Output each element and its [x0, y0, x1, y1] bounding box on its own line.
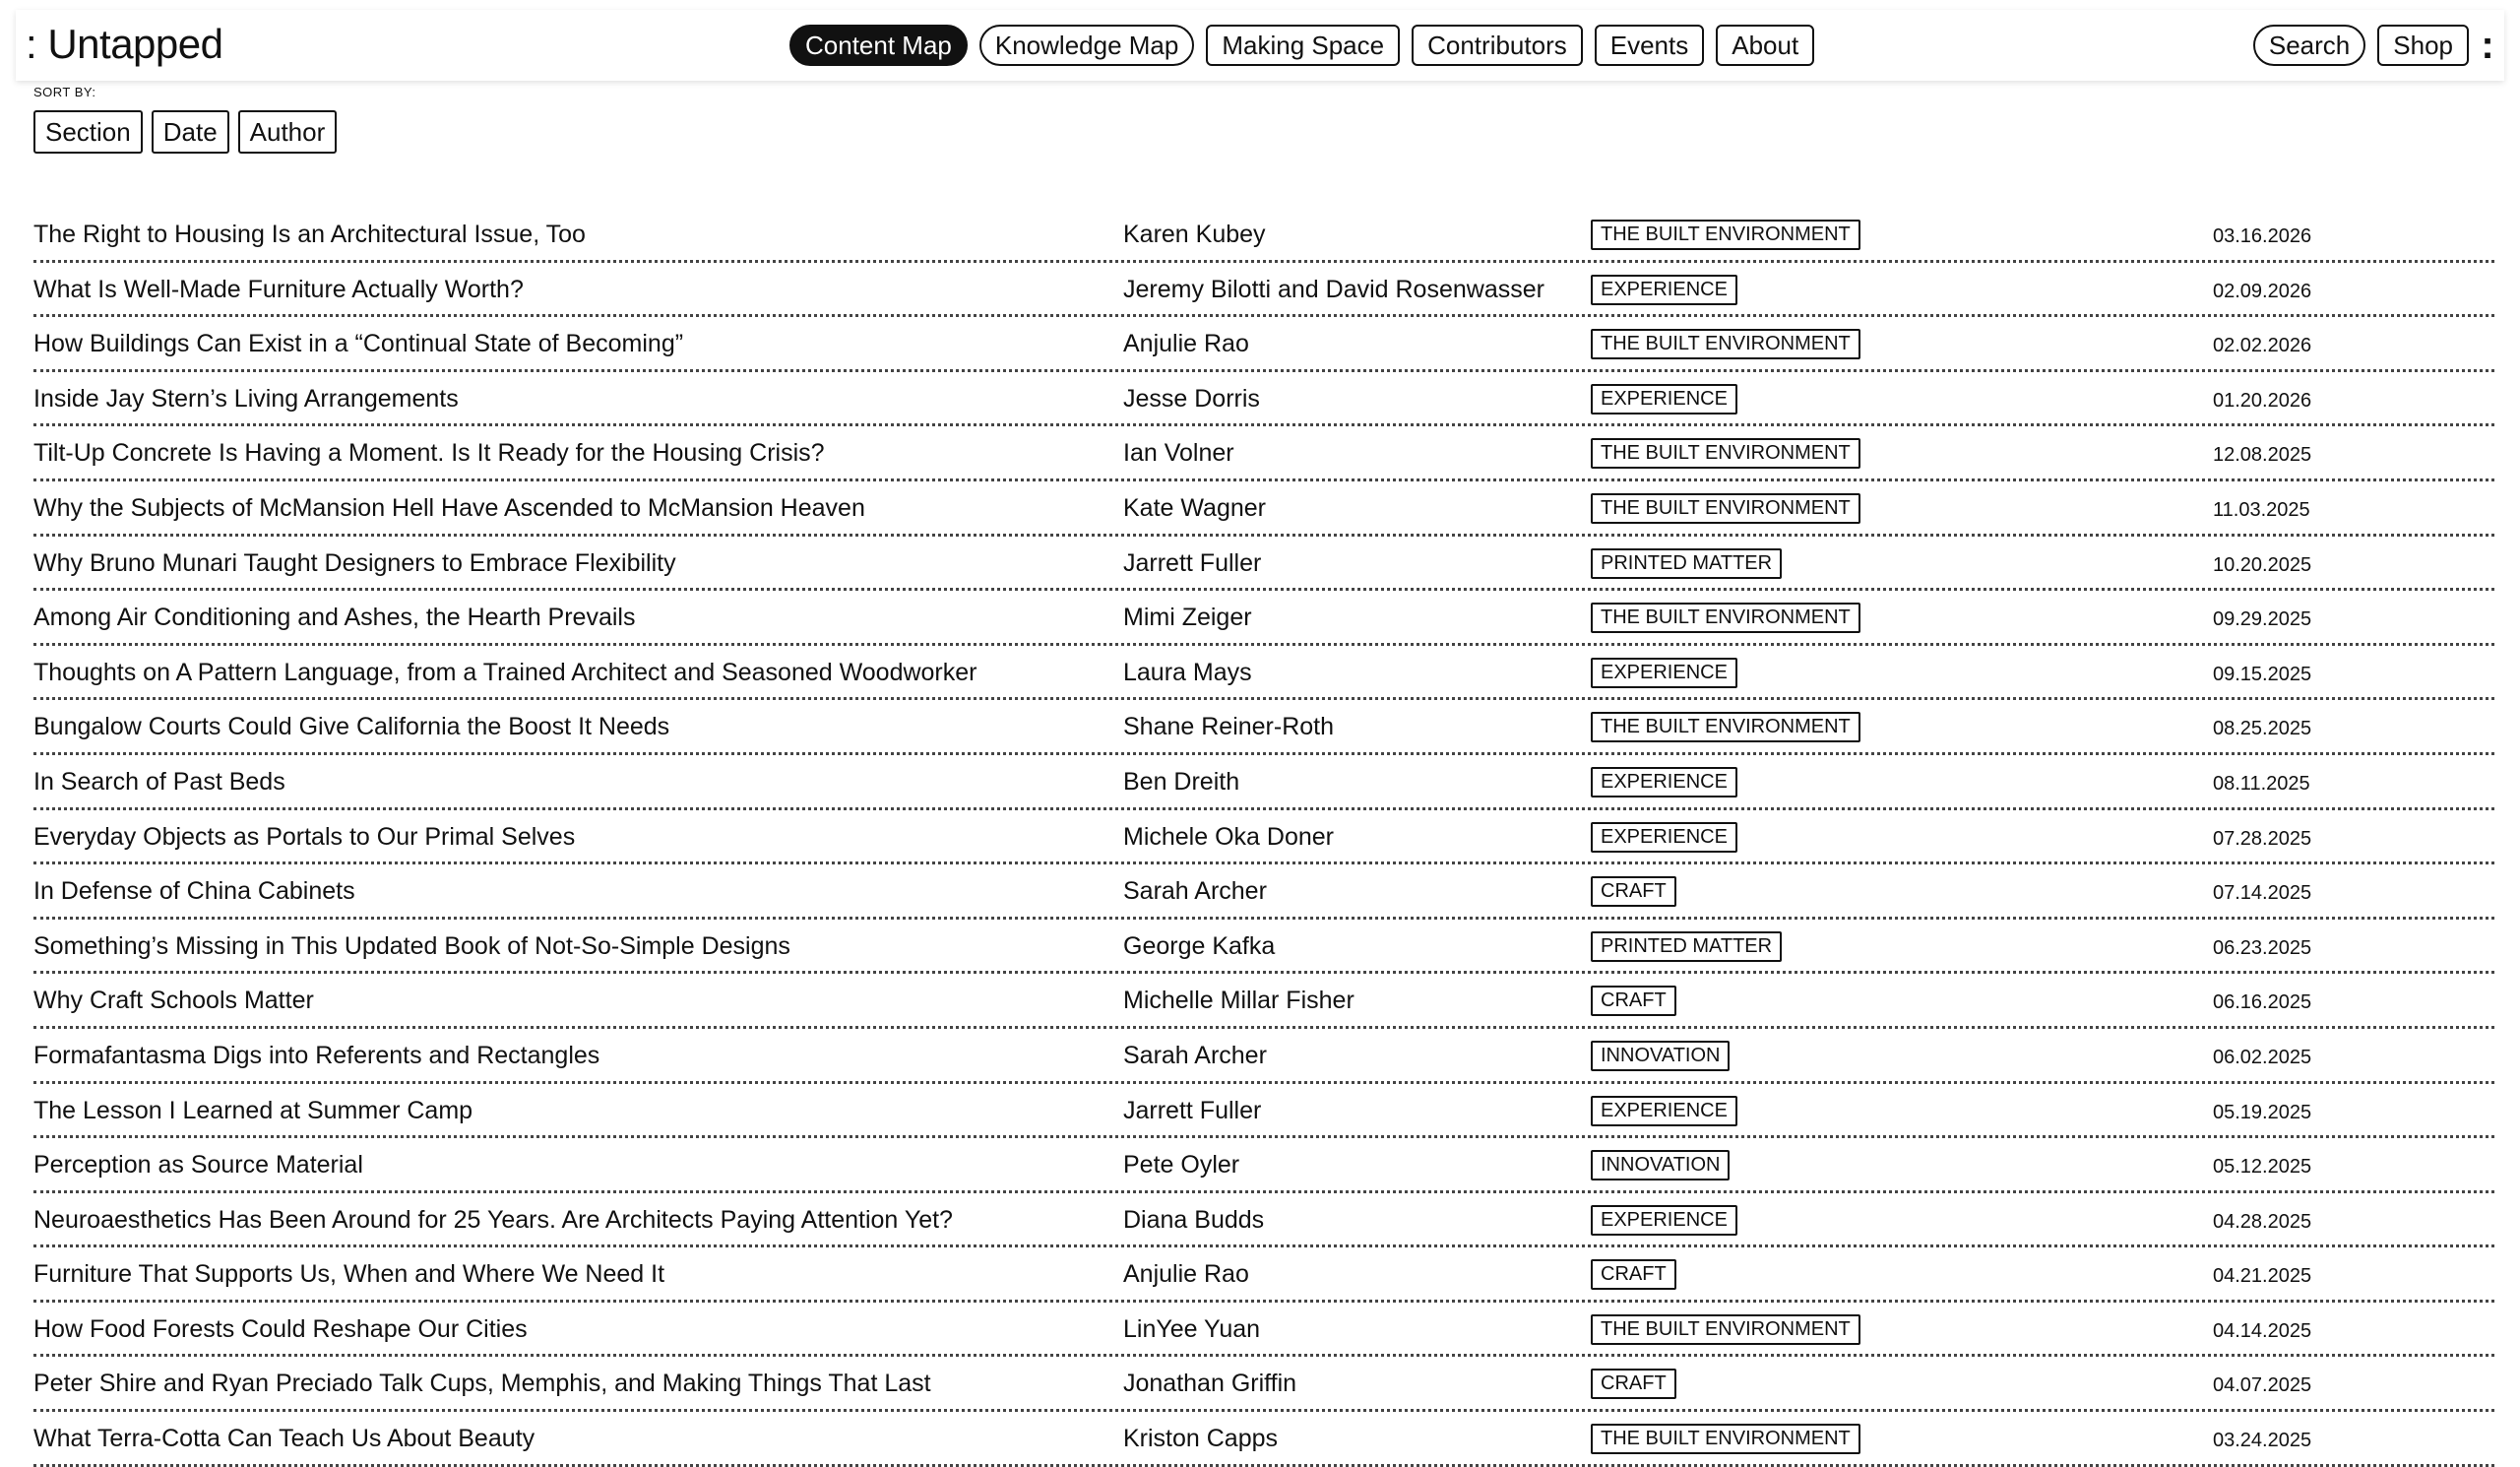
table-row	[33, 974, 2494, 1029]
article-title-link[interactable]: Everyday Objects as Portals to Our Primal Selves	[33, 822, 576, 851]
article-author[interactable]: Mimi Zeiger	[1123, 604, 1252, 632]
section-tag[interactable]: PRINTED MATTER	[1591, 548, 1782, 579]
article-title-link[interactable]: Why Bruno Munari Taught Designers to Embrace Flexibility	[33, 548, 676, 577]
section-tag[interactable]: EXPERIENCE	[1591, 275, 1737, 305]
menu-dots-icon[interactable]: :	[2481, 24, 2494, 67]
section-tag[interactable]: THE BUILT ENVIRONMENT	[1591, 438, 1860, 469]
nav-contributors[interactable]: Contributors	[1412, 25, 1583, 66]
sort-date-button[interactable]: Date	[152, 110, 229, 154]
sort-label: SORT BY:	[33, 85, 96, 99]
sort-bar	[33, 110, 337, 154]
article-author[interactable]: Kate Wagner	[1123, 493, 1266, 522]
article-author[interactable]: Jeremy Bilotti and David Rosenwasser	[1123, 275, 1544, 303]
section-tag[interactable]: CRAFT	[1591, 1259, 1676, 1290]
article-title-link[interactable]: Something’s Missing in This Updated Book of Not-So-Simple Designs	[33, 931, 790, 960]
article-author[interactable]: Sarah Archer	[1123, 877, 1267, 906]
article-author[interactable]: Laura Mays	[1123, 658, 1252, 686]
article-date: 09.29.2025	[2213, 608, 2312, 631]
article-author[interactable]: Jonathan Griffin	[1123, 1370, 1297, 1398]
table-row	[33, 864, 2494, 920]
article-author[interactable]: Michele Oka Doner	[1123, 822, 1334, 851]
section-tag[interactable]: THE BUILT ENVIRONMENT	[1591, 220, 1860, 250]
section-tag[interactable]: THE BUILT ENVIRONMENT	[1591, 1314, 1860, 1345]
article-date: 05.12.2025	[2213, 1156, 2312, 1179]
table-row	[33, 481, 2494, 537]
section-tag[interactable]: EXPERIENCE	[1591, 384, 1737, 415]
article-date: 11.03.2025	[2213, 498, 2310, 521]
article-date: 09.15.2025	[2213, 663, 2312, 685]
article-author[interactable]: Jesse Dorris	[1123, 384, 1260, 413]
section-tag[interactable]: INNOVATION	[1591, 1150, 1730, 1180]
section-tag[interactable]: THE BUILT ENVIRONMENT	[1591, 329, 1860, 359]
article-author[interactable]: George Kafka	[1123, 931, 1276, 960]
article-title-link[interactable]: Why Craft Schools Matter	[33, 987, 314, 1015]
article-date: 02.09.2026	[2213, 280, 2312, 302]
article-author[interactable]: Diana Budds	[1123, 1205, 1265, 1234]
article-date: 01.20.2026	[2213, 389, 2312, 412]
article-author[interactable]: Jarrett Fuller	[1123, 1096, 1262, 1124]
section-tag[interactable]: EXPERIENCE	[1591, 767, 1737, 797]
article-title-link[interactable]: How Buildings Can Exist in a “Continual State of Becoming”	[33, 330, 684, 358]
article-title-link[interactable]: How Food Forests Could Reshape Our Cities	[33, 1314, 528, 1343]
article-author[interactable]: Ben Dreith	[1123, 767, 1240, 796]
article-date: 04.07.2025	[2213, 1374, 2312, 1397]
article-date: 04.14.2025	[2213, 1319, 2312, 1342]
article-date: 06.02.2025	[2213, 1046, 2312, 1068]
nav-content-map[interactable]: Content Map	[789, 25, 968, 66]
article-title-link[interactable]: What Is Well-Made Furniture Actually Worth?	[33, 275, 524, 303]
article-title-link[interactable]: Among Air Conditioning and Ashes, the Hearth Prevails	[33, 604, 636, 632]
article-date: 08.25.2025	[2213, 718, 2312, 740]
section-tag[interactable]: CRAFT	[1591, 986, 1676, 1016]
section-tag[interactable]: INNOVATION	[1591, 1041, 1730, 1071]
article-author[interactable]: Karen Kubey	[1123, 221, 1266, 248]
table-row	[33, 1084, 2494, 1139]
table-row	[33, 372, 2494, 427]
article-title-link[interactable]: Furniture That Supports Us, When and Where We Need It	[33, 1260, 665, 1289]
article-date: 08.11.2025	[2213, 772, 2310, 795]
section-tag[interactable]: THE BUILT ENVIRONMENT	[1591, 603, 1860, 633]
article-title-link[interactable]: Why the Subjects of McMansion Hell Have Ascended to McMansion Heaven	[33, 493, 865, 522]
nav-events[interactable]: Events	[1595, 25, 1705, 66]
table-row	[33, 537, 2494, 592]
shop-button[interactable]: Shop	[2377, 25, 2469, 66]
site-header	[16, 10, 2504, 81]
table-row	[33, 1138, 2494, 1193]
article-title-link[interactable]: In Search of Past Beds	[33, 767, 285, 796]
article-author[interactable]: Pete Oyler	[1123, 1151, 1240, 1180]
article-title-link[interactable]: Perception as Source Material	[33, 1151, 363, 1180]
article-author[interactable]: Anjulie Rao	[1123, 330, 1249, 358]
article-author[interactable]: Anjulie Rao	[1123, 1260, 1249, 1289]
table-row	[33, 810, 2494, 865]
article-title-link[interactable]: Peter Shire and Ryan Preciado Talk Cups, Memphis, and Making Things That Last	[33, 1370, 931, 1398]
article-list	[33, 208, 2494, 1467]
table-row	[33, 700, 2494, 755]
article-title-link[interactable]: Formafantasma Digs into Referents and Rectangles	[33, 1041, 600, 1069]
article-author[interactable]: Michelle Millar Fisher	[1123, 987, 1354, 1015]
article-date: 10.20.2025	[2213, 553, 2312, 576]
table-row	[33, 1029, 2494, 1084]
article-title-link[interactable]: What Terra-Cotta Can Teach Us About Beauty	[33, 1425, 536, 1453]
section-tag[interactable]: EXPERIENCE	[1591, 1205, 1737, 1236]
article-title-link[interactable]: The Lesson I Learned at Summer Camp	[33, 1096, 473, 1124]
table-row	[33, 426, 2494, 481]
table-row	[33, 1247, 2494, 1303]
article-title-link[interactable]: Inside Jay Stern’s Living Arrangements	[33, 384, 459, 413]
site-logo[interactable]: : Untapped	[26, 21, 223, 67]
section-tag[interactable]: CRAFT	[1591, 876, 1676, 907]
table-row	[33, 317, 2494, 372]
article-date: 07.28.2025	[2213, 827, 2312, 850]
article-author[interactable]: LinYee Yuan	[1123, 1314, 1261, 1343]
section-tag[interactable]: THE BUILT ENVIRONMENT	[1591, 1424, 1860, 1454]
nav-knowledge-map[interactable]: Knowledge Map	[979, 25, 1194, 66]
article-date: 04.21.2025	[2213, 1265, 2312, 1288]
section-tag[interactable]: EXPERIENCE	[1591, 658, 1737, 688]
table-row	[33, 920, 2494, 975]
article-date: 12.08.2025	[2213, 444, 2312, 467]
article-date: 07.14.2025	[2213, 882, 2312, 905]
table-row	[33, 208, 2494, 263]
article-author[interactable]: Kriston Capps	[1123, 1425, 1279, 1453]
nav-about[interactable]: About	[1716, 25, 1814, 66]
article-author[interactable]: Shane Reiner-Roth	[1123, 713, 1335, 741]
article-title-link[interactable]: Neuroaesthetics Has Been Around for 25 Years. Are Architects Paying Attention Yet?	[33, 1205, 953, 1234]
article-date: 03.16.2026	[2213, 225, 2312, 247]
table-row	[33, 1412, 2494, 1467]
main-nav	[789, 25, 1814, 66]
sort-author-button[interactable]: Author	[238, 110, 338, 154]
nav-making-space[interactable]: Making Space	[1206, 25, 1400, 66]
article-title-link[interactable]: Thoughts on A Pattern Language, from a Trained Architect and Seasoned Woodworker	[33, 658, 977, 686]
article-date: 04.28.2025	[2213, 1210, 2312, 1233]
article-title-link[interactable]: Bungalow Courts Could Give California the Boost It Needs	[33, 713, 670, 741]
section-tag[interactable]: EXPERIENCE	[1591, 822, 1737, 853]
article-date: 05.19.2025	[2213, 1101, 2312, 1123]
search-button[interactable]: Search	[2253, 25, 2365, 66]
utility-nav	[2253, 25, 2494, 66]
section-tag[interactable]: PRINTED MATTER	[1591, 931, 1782, 962]
article-title-link[interactable]: Tilt-Up Concrete Is Having a Moment. Is It Ready for the Housing Crisis?	[33, 439, 825, 468]
article-title-link[interactable]: The Right to Housing Is an Architectural Issue, Too	[33, 221, 586, 248]
section-tag[interactable]: EXPERIENCE	[1591, 1096, 1737, 1126]
table-row	[33, 1303, 2494, 1358]
section-tag[interactable]: CRAFT	[1591, 1369, 1676, 1399]
table-row	[33, 755, 2494, 810]
sort-section-button[interactable]: Section	[33, 110, 143, 154]
table-row	[33, 263, 2494, 318]
table-row	[33, 1193, 2494, 1248]
article-date: 06.23.2025	[2213, 936, 2312, 959]
article-date: 02.02.2026	[2213, 335, 2312, 357]
table-row	[33, 646, 2494, 701]
article-title-link[interactable]: In Defense of China Cabinets	[33, 877, 355, 906]
table-row	[33, 1357, 2494, 1412]
section-tag[interactable]: THE BUILT ENVIRONMENT	[1591, 493, 1860, 524]
article-author[interactable]: Jarrett Fuller	[1123, 548, 1262, 577]
article-date: 06.16.2025	[2213, 991, 2312, 1014]
article-date: 03.24.2025	[2213, 1430, 2312, 1452]
article-author[interactable]: Sarah Archer	[1123, 1041, 1267, 1069]
table-row	[33, 591, 2494, 646]
article-author[interactable]: Ian Volner	[1123, 439, 1234, 468]
section-tag[interactable]: THE BUILT ENVIRONMENT	[1591, 712, 1860, 742]
